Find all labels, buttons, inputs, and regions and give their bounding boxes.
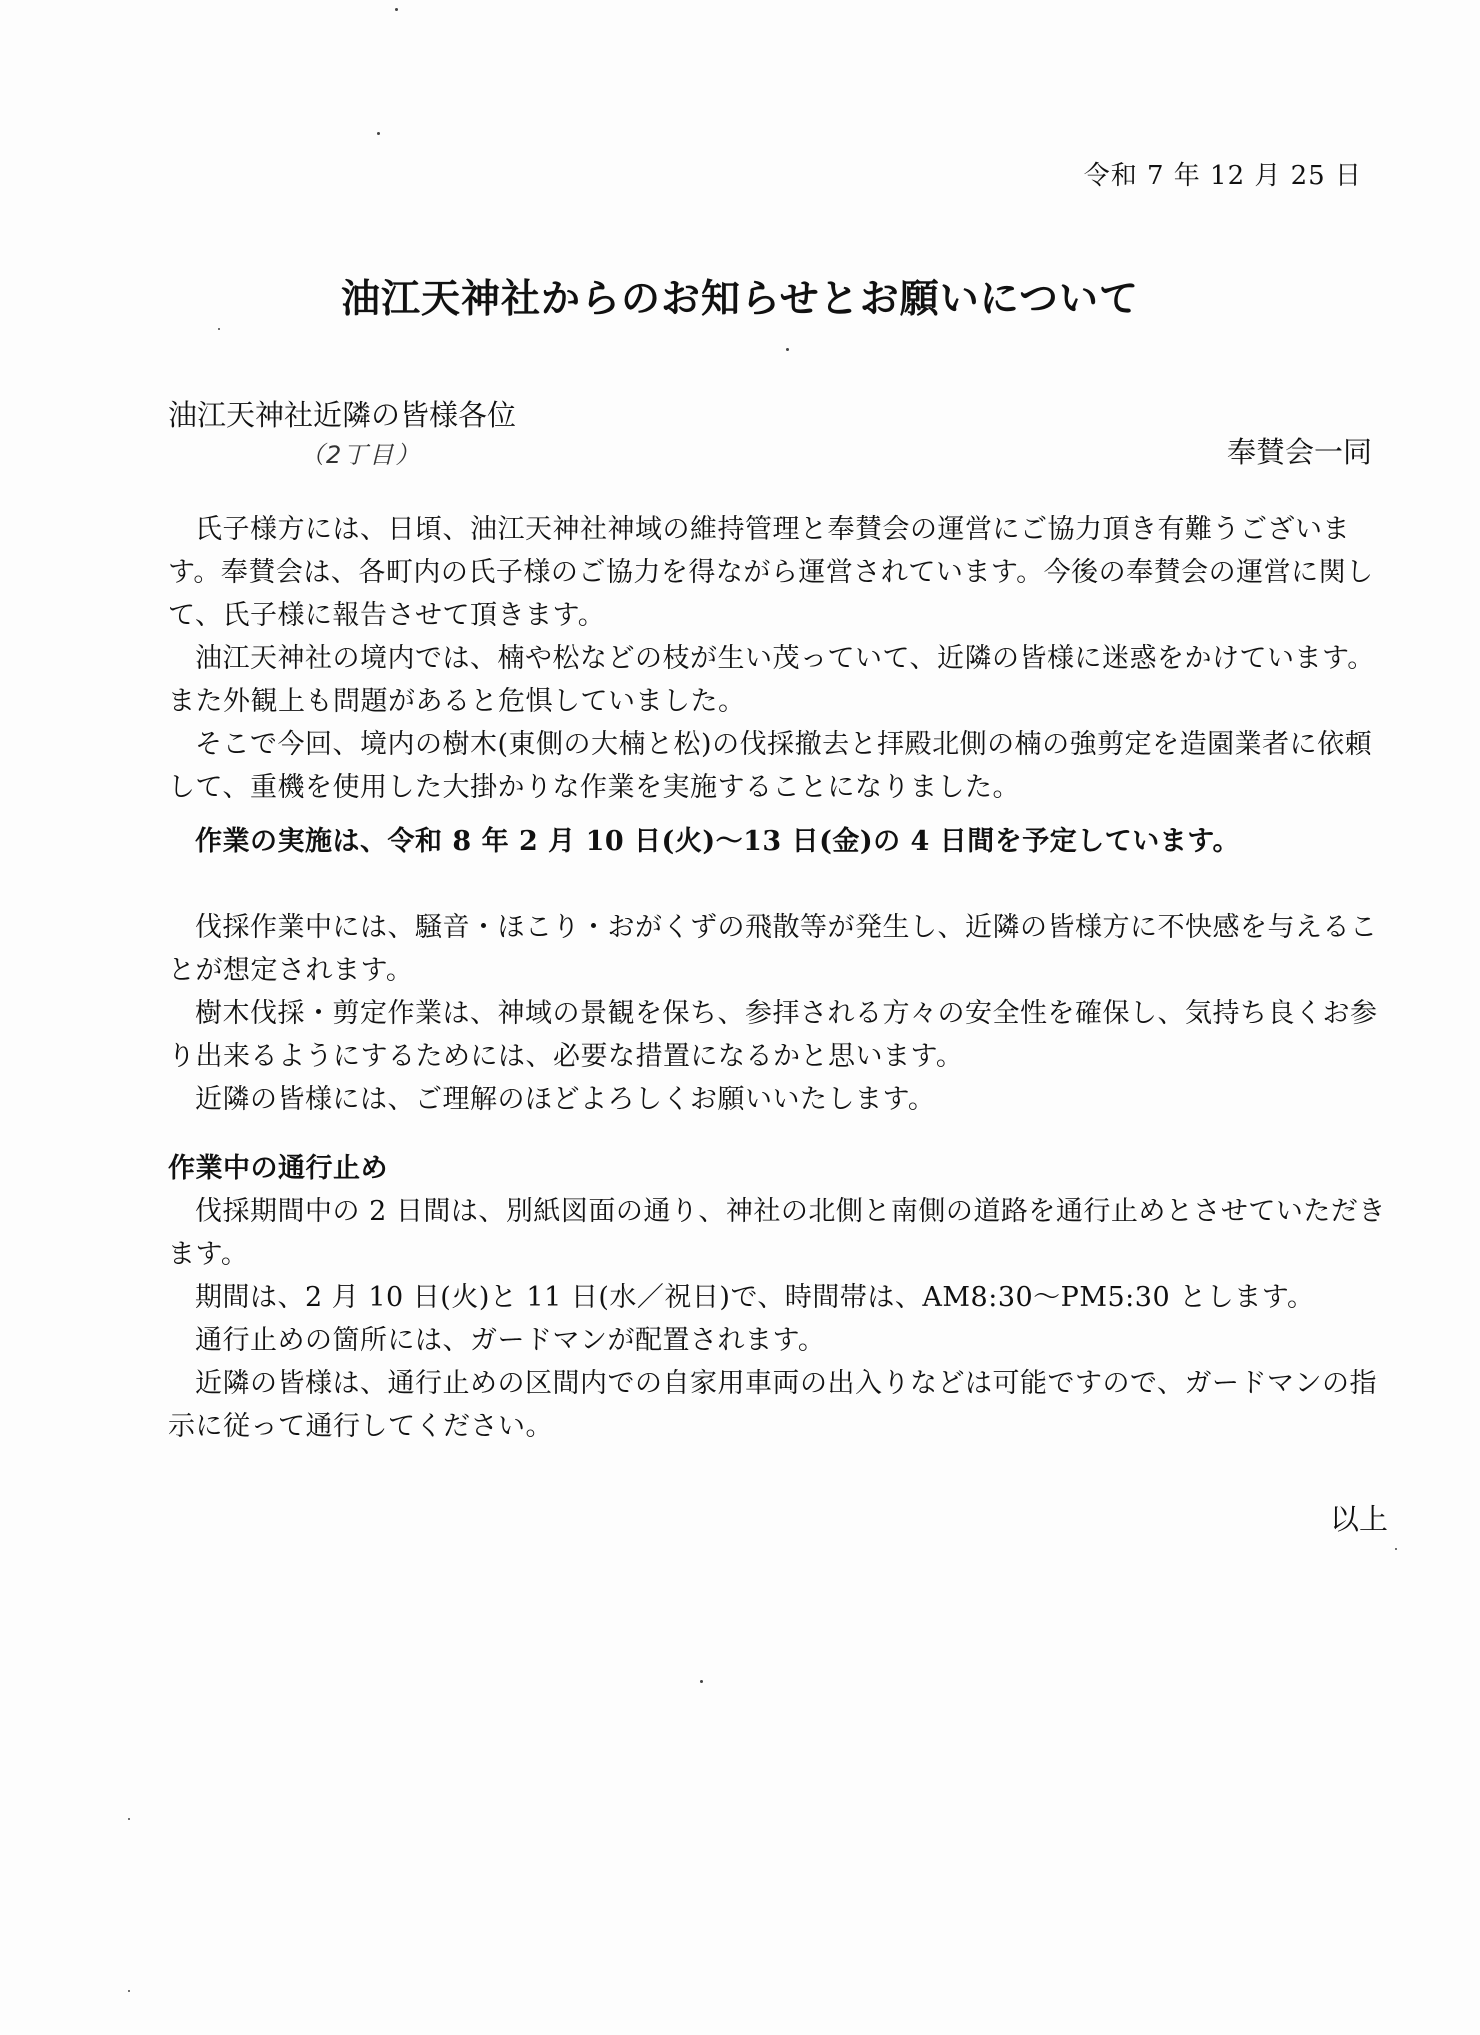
traffic-section xyxy=(168,1147,1398,1448)
intro-section xyxy=(168,508,1398,809)
traffic-heading: 作業中の通行止め xyxy=(168,1153,388,1184)
intro-paragraph: 氏子様方には、日頃、油江天神社神域の維持管理と奉賛会の運営にご協力頂き有難うございます。奉賛会は、各町内の氏子様のご協力を得ながら運営されています。今後の奉賛会の運営に関して、氏子様に報告させて頂きます。 xyxy=(168,514,1374,631)
scan-speck xyxy=(700,1680,703,1683)
impact-paragraph: 伐採作業中には、騒音・ほこり・おがくずの飛散等が発生し、近隣の皆様方に不快感を与えることが想定されます。 xyxy=(168,912,1378,986)
impact-section xyxy=(168,906,1398,1121)
document-date: 令和 7 年 12 月 25 日 xyxy=(1083,161,1362,191)
scan-speck xyxy=(218,328,220,330)
intro-paragraph: 油江天神社の境内では、楠や松などの枝が生い茂っていて、近隣の皆様に迷惑をかけています。また外観上も問題があると危惧していました。 xyxy=(168,643,1375,717)
scan-speck xyxy=(128,1818,130,1820)
scan-speck xyxy=(377,132,380,135)
sender-line: 奉賛会一同 xyxy=(1226,435,1372,469)
traffic-paragraph: 通行止めの箇所には、ガードマンが配置されます。 xyxy=(195,1325,826,1356)
intro-paragraph: そこで今回、境内の樹木(東側の大楠と松)の伐採撤去と拝殿北側の楠の強剪定を造園業者に依頼して、重機を使用した大掛かりな作業を実施することになりました。 xyxy=(168,729,1373,803)
recipient-handwritten-note: （2丁目） xyxy=(300,441,422,469)
scan-speck xyxy=(786,348,789,351)
recipient-line: 油江天神社近隣の皆様各位 xyxy=(168,398,517,432)
schedule-section xyxy=(168,820,1398,863)
scan-speck xyxy=(1395,1548,1397,1550)
traffic-paragraph: 近隣の皆様は、通行止めの区間内での自家用車両の出入りなどは可能ですので、ガードマンの指示に従って通行してください。 xyxy=(168,1368,1377,1442)
traffic-paragraph: 期間は、2 月 10 日(火)と 11 日(水／祝日)で、時間帯は、AM8:30～PM5:30 とします。 xyxy=(195,1282,1315,1313)
scan-speck xyxy=(395,8,398,11)
traffic-paragraph: 伐採期間中の 2 日間は、別紙図面の通り、神社の北側と南側の道路を通行止めとさせていただきます。 xyxy=(168,1196,1386,1270)
impact-paragraph: 近隣の皆様には、ご理解のほどよろしくお願いいたします。 xyxy=(195,1084,936,1115)
impact-paragraph: 樹木伐採・剪定作業は、神域の景観を保ち、参拝される方々の安全性を確保し、気持ち良くお参り出来るようにするためには、必要な措置になるかと思います。 xyxy=(168,998,1378,1072)
page-title: 油江天神社からのお知らせとお願いについて xyxy=(340,276,1140,322)
scan-speck xyxy=(128,1990,130,1992)
closing-mark: 以上 xyxy=(1329,1502,1388,1536)
schedule-notice: 作業の実施は、令和 8 年 2 月 10 日(火)～13 日(金)の 4 日間を予定しています。 xyxy=(195,826,1241,857)
